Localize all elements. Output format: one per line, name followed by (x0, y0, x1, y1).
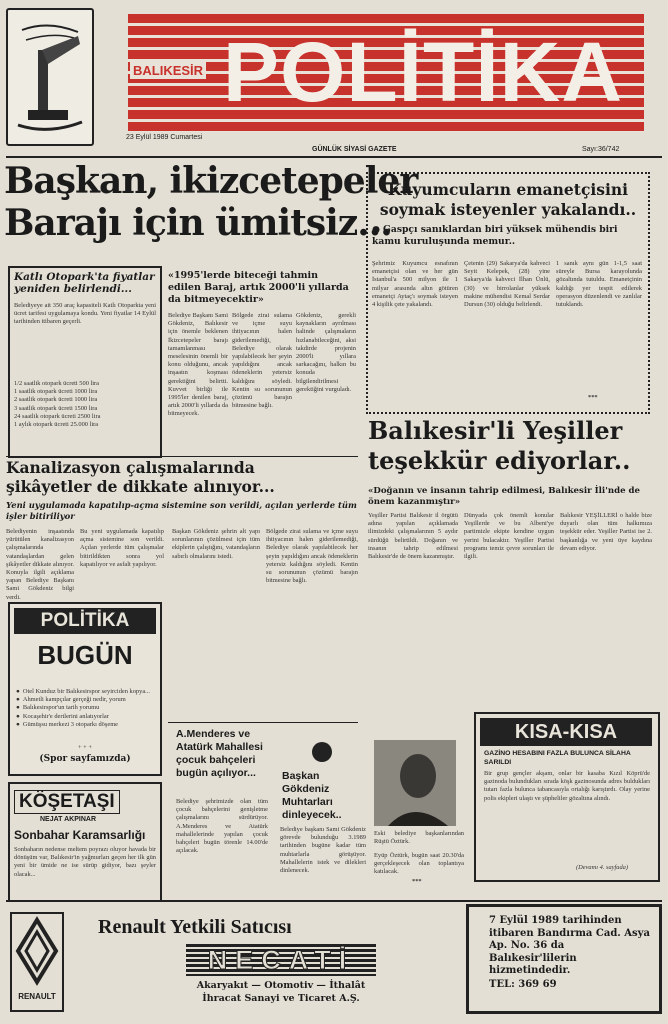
lead-body-col-1: Belediye Başkanı Sami Gökdeniz, Balıkesir için önemle beklenen İkizcetepeler barajı tamamlanması meselesinin önemli bir konu olduğunu, ancak inşaatın koşması gerektiğini belirtti. Kuvvet birliği ile 1995'ler denilen baraj, artık 2000'li yıllarda da bitmeyecek. (168, 312, 228, 418)
politika-bugun-item: ● Kocaşehir'e dertlerini anlatıyorlar (16, 713, 156, 721)
otopark-box (8, 266, 162, 458)
yesiller-subhead: «Doğanın ve insanın tahrip edilmesi, Balıkesir İli'nde de önem kazanmıştır» (368, 486, 641, 507)
kanalizasyon-body-col-3: Başkan Gökdeniz şehrin alt yapı sorunlarının çözülmesi için tüm ekiplerin çalıştığını, vatandaşların sabırlı olmalarını istedi. (172, 528, 260, 560)
lead-body-col-3: Gökdeniz, gerekli kaynakların ayrılması halinde çalışmaların hızlanabileceğini, aksi takdirde projenin 2000'li yıllara sarkacağını, halkın bu konuda bilgilendirilmesi gerektiğini vurguladı. (296, 312, 356, 393)
kuyumcu-subhead: ● Gaspçı sanıklardan biri yüksek mühendis biri kamu kuruluşunda memur.. (372, 224, 644, 248)
lead-kicker: «1995'lerde biteceği tahmin edilen Baraj, artık 2000'li yıllarda da bitmeyecektir» (168, 270, 349, 305)
otopark-title: Katlı Otopark'ta fiyatlar yeniden belirlendi... (14, 271, 155, 295)
kanalizasyon-body-col-4: Bölgede zirai sulama ve içme suyu ihtiyacının halen giderilemediği, Belediye olarak yapılabilecek her şeyin yapıldığını ancak ödeneklerin yetersiz kaldığını söyledi. Kentin su sorununun çözümü barajın bitmesine bağlı. (266, 528, 358, 585)
lead-body-col-2: Bölgede zirai sulama ve içme suyu ihtiyacının halen giderilemediği, Belediye olarak yapılabilecek her şeyin yapıldığını ancak ödeneklerin yetersiz kaldığını söyledi. Kentin su sorununun çözümü barajın bitmesine bağlı. (232, 312, 292, 410)
dealer-line-1: Akaryakıt — Otomotiv — İthalât (196, 980, 366, 991)
politika-bugun-item: ● Otel Kunduz bir Balıkesirspor seyirciden kopya... (16, 688, 156, 696)
kuyumcu-headline (372, 180, 644, 220)
lead-headline-line-1: Başkan, ikizcetepeler (4, 160, 418, 202)
kuyumcu-body-col-3: 1 sanık aynı gün 1-1,5 saat süreyle Bursa karayolunda gözaltında tutuldu. Emanetçinin kaldığı yer tespit edilerek operasyon düzenlendi ve zanlılar tutuklandı. (556, 260, 642, 309)
otopark-price-item: 1 aylık otopark ücreti 25.000 lira (14, 421, 99, 429)
dealer-name: NECATİ (207, 945, 355, 975)
tagline: GÜNLÜK SİYASİ GAZETE (312, 146, 397, 153)
politika-bugun-footer: (Spor sayfamızda) (39, 754, 131, 764)
muhtar-body: Belediye başkanı Sami Gökdeniz görevde bulunduğu 3.1989 tarihinden bugüne kadar tüm muhtarlarla görüşüyor. Mahallelerin istek ve dilekleri dinlenecek. (280, 826, 366, 875)
kuyumcu-headline-line-2: soymak isteyenler yakalandı.. (379, 200, 637, 219)
koseyasi-body: Sonbaharın nedense meltem poyrazı oluyor havada bir dönüşüm var, Balıkesir'in yağmurları geçen her ilk gün yeni bir ümide ne ise sürüp gidiyor, bazı şeyler olacak... (14, 846, 156, 878)
ad-rule (6, 900, 662, 902)
ad-notice-box (466, 904, 662, 1014)
dealer-line-2: İhracat Sanayi ve Ticaret A.Ş. (202, 993, 360, 1004)
masthead-banner (128, 14, 644, 132)
section-rule (6, 456, 358, 457)
menderes-title: A.Menderes ve Atatürk Mahallesi çocuk bahçeleri bugün açılıyor... (176, 728, 263, 779)
yesiller-body-col-3: Balıkesir YEŞİLLERİ o halde bize duyarlı olan tüm halkımıza teşekkür eder. Yeşiller Partisi ise 2. başkanlığa ve yeni üye kaydına devam ediyor. (560, 512, 652, 552)
politika-bugun-brand: POLİTİKA (14, 608, 156, 634)
renault-brand: RENAULT (18, 992, 56, 1001)
kuyumcu-headline-line-1: Kuyumcuların emanetçisini (387, 180, 629, 199)
ozturk-end-stars: *** (412, 878, 422, 885)
koseyasi-author: NEJAT AKPINAR (40, 816, 97, 823)
otopark-price-item: 1 saatlik otopark ücreti 1000 lira (14, 388, 98, 396)
press-logo-icon (6, 8, 94, 146)
politika-bugun-title: BUGÜN (37, 640, 133, 670)
kisa-kisa-continued: (Devamı 4. sayfada) (576, 864, 628, 871)
kanalizasyon-headline-line-1: Kanalizasyon çalışmalarında (6, 458, 255, 477)
muhtar-title: Başkan Gökdeniz Muhtarları dinleyecek.. (282, 770, 342, 821)
portrait-photo (374, 740, 456, 826)
lead-headline-line-2: Barajı için ümitsiz... (4, 202, 392, 244)
kisa-kisa-subhead: GAZİNO HESABINI FAZLA BULUNCA SİLAHA SARILDI (484, 750, 631, 766)
yesiller-headline-line-2: teşekkür ediyorlar.. (368, 446, 631, 475)
renault-diamond-icon (12, 914, 62, 988)
politika-bugun-dots: + + + (77, 744, 92, 751)
kuyumcu-body-col-1: Şehrimiz Kuyumcu esnafının emanetçisi olan ve her gün İstanbul'a 500 milyon ile 1 milyar arasında altın götüren emanetçi Aytaç'ı soymak isteyen 4 kişilik çete yakalandı. (372, 260, 458, 309)
otopark-price-item: 24 saatlik otopark ücreti 2500 lira (14, 412, 101, 420)
lead-headline (4, 160, 418, 244)
section-rule (168, 722, 358, 723)
otopark-price-item: 2 saatlik otopark ücreti 1000 lira (14, 396, 98, 404)
ad-notice: 7 Eylül 1989 tarihinden itibaren Bandırma Cad. Asya Ap. No. 36 da Balıkesir'lilerin hizmetindedir. (489, 915, 650, 976)
otopark-price-item: 3 saatlik otopark ücreti 1500 lira (14, 404, 98, 412)
yesiller-body-col-2: Dünyada çok önemli konular Yeşillerde ve bu Albeni'ye partimizle ekipte kendine uygun yerini bulacaktır. Yeşiller Partisi programı temiz çevre sorunları ile ilgili. (464, 512, 554, 561)
kisa-kisa-box (474, 712, 660, 882)
renault-logo-box (10, 912, 64, 1012)
koseyasi-title: Sonbahar Karamsarlığı (14, 828, 146, 842)
kanalizasyon-body-col-1: Belediyenin inşaatında yürütülen kanalizasyon çalışmalarında vatandaşlardan gelen şikâyetler dikkate alınıyor. Konuyla ilgili açıklama yapan Belediye Başkanı Sami Gökdeniz bilgi verdi. (6, 528, 74, 601)
ad-phone: TEL: 369 69 (489, 979, 557, 990)
koseyasi-box (8, 782, 162, 902)
otopark-intro: Belediyeye ait 350 araç kapasiteli Katlı Otoparkta yeni ücret tarifesi uygulamaya kondu. Yeni fiyatlar 14 Eylül tarihinden itibaren geçerli. (14, 302, 156, 326)
kanalizasyon-body-col-2: Bu yeni uygulamada kapatılıp açma sistemine son verildi. Açılan yerlerde tüm çalışmalar bitirildikten sonra yol kapatılıyor ve asfalt yapılıyor. (80, 528, 164, 568)
kanalizasyon-headline-line-2: şikâyetler de dikkate alınıyor... (6, 477, 275, 496)
paper-city: BALIKESİR (130, 62, 206, 79)
kuyumcu-box (366, 172, 650, 414)
dealer-banner (186, 944, 376, 976)
yesiller-body-col-1: Yeşiller Partisi Balıkesir il örgütü adına yapılan açıklamada ilimizdeki çalışmalarının 5 aydır sürdüğü belirtildi. Doğanın ve insanın tahrip edilmesi Balıkesir'de de önem kazanmıştır. (368, 512, 458, 561)
ozturk-body: Eyüp Öztürk, bugün saat 20.30'da gerçekleşecek olan toplantıya katılacak. (374, 852, 464, 876)
portrait-caption: Eski belediye başkanlarından Rüştü Öztürk. (374, 830, 464, 846)
kuyumcu-end-stars: *** (588, 394, 598, 401)
kisa-kisa-body: Bir grup gençler akşam, onlar bir kasaba Kızıl Köprü'de gazinoda bulundukları sırada köşk gazinosunda adres buldukları tutarı fazla bulunca tabancasıyla ortalığı karıştırdı. Olay yerine polis ekipleri ulaştı ve şüpheliler gözaltına alındı. (484, 770, 650, 802)
politika-bugun-item: ● Gümüşsu merkezi 3 otoparkı döşeme (16, 721, 156, 729)
issue-number: Sayı:36/742 (582, 146, 620, 153)
paper-name: POLİTİKA (223, 25, 623, 119)
koseyasi-brand: KÖŞETAŞI (14, 790, 120, 814)
otopark-price-list (14, 380, 156, 429)
kisa-kisa-title: KISA-KISA (480, 718, 652, 746)
politika-bugun-item: ● Balıkesirspor'un tarih yorumu (16, 704, 156, 712)
ad-headline: Renault Yetkili Satıcısı (98, 916, 292, 938)
politika-bugun-list (16, 688, 156, 729)
issue-date: 23 Eylül 1989 Cumartesi (126, 134, 203, 141)
otopark-price-item: 1/2 saatlik otopark ücreti 500 lira (14, 380, 100, 387)
bullet-dot-icon (312, 742, 332, 762)
politika-bugun-box (8, 602, 162, 776)
politika-bugun-item: ● Ahmetli kampçılar gerçeği nedir, yorum (16, 696, 156, 704)
kanalizasyon-headline (6, 458, 360, 496)
yesiller-headline (368, 416, 658, 476)
yesiller-headline-line-1: Balıkesir'li Yeşiller (368, 416, 623, 445)
kanalizasyon-subhead: Yeni uygulamada kapatılıp-açma sistemine son verildi, açılan yerlerde tüm işler bitiriliyor (6, 500, 357, 521)
masthead-rule (6, 156, 662, 158)
menderes-body: Belediye şehrimizde olan tüm çocuk bahçelerini genişletme çalışmalarını sürdürüyor. A.Menderes ve Atatürk mahallelerinde yapılan çocuk bahçeleri bugün törenle 14.00'de açılacak. (176, 798, 268, 855)
kuyumcu-body-col-2: Çetenin (29) Sakarya'da kahveci Seyit Kelepek, (28) yine Sakarya'da kahveci İlhan Ünlü, (30) ve birrolanlar yüksek makine mühendisi Kemal Serdar Dursun (30) olduğu belirlendi. (464, 260, 550, 309)
